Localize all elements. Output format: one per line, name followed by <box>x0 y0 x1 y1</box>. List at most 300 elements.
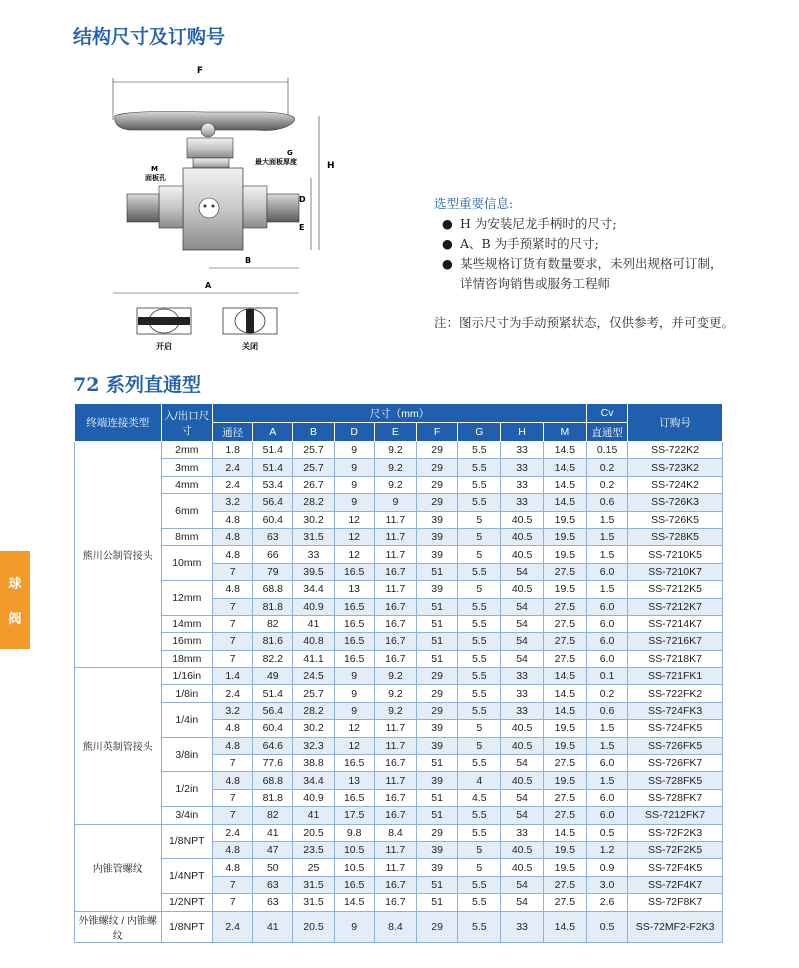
value-cell: 63 <box>253 894 293 911</box>
value-cell: 51.4 <box>253 459 293 476</box>
table-row <box>75 772 723 789</box>
value-cell: 41 <box>293 615 334 632</box>
header-A: A <box>253 423 293 442</box>
value-cell: 25 <box>293 859 334 876</box>
header-E: E <box>374 423 416 442</box>
value-cell: 9 <box>334 494 374 511</box>
value-cell: 51.4 <box>253 442 293 459</box>
value-cell: 5 <box>458 859 501 876</box>
value-cell: 7 <box>213 650 253 667</box>
value-cell: 19.5 <box>543 581 586 598</box>
value-cell: 5.5 <box>458 633 501 650</box>
info-bullet: ● H 为安装尼龙手柄时的尺寸; <box>442 216 617 231</box>
order-number-cell: SS-72F2K3 <box>628 824 723 841</box>
value-cell: 40.5 <box>501 546 543 563</box>
value-cell: 23.5 <box>293 841 334 858</box>
selection-info <box>434 194 734 294</box>
value-cell: 5.5 <box>458 807 501 824</box>
value-cell: 60.4 <box>253 720 293 737</box>
value-cell: 3.2 <box>213 494 253 511</box>
value-cell: 10.5 <box>334 841 374 858</box>
value-cell: 27.5 <box>543 598 586 615</box>
value-cell: 4.8 <box>213 772 253 789</box>
value-cell: 51 <box>416 789 457 806</box>
value-cell: 82 <box>253 807 293 824</box>
value-cell: 8.4 <box>374 824 416 841</box>
value-cell: 5 <box>458 528 501 545</box>
value-cell: 40.5 <box>501 841 543 858</box>
size-cell: 12mm <box>161 581 213 616</box>
size-cell: 2mm <box>161 442 213 459</box>
value-cell: 66 <box>253 546 293 563</box>
order-number-cell: SS-7210K7 <box>628 563 723 580</box>
value-cell: 5.5 <box>458 894 501 911</box>
value-cell: 9 <box>334 911 374 942</box>
value-cell: 39 <box>416 581 457 598</box>
label-panel-hole: 面板孔 <box>145 174 166 182</box>
value-cell: 54 <box>501 807 543 824</box>
table-row <box>75 546 723 563</box>
value-cell: 3.0 <box>586 876 627 893</box>
value-cell: 14.5 <box>543 459 586 476</box>
value-cell: 16.5 <box>334 876 374 893</box>
value-cell: 0.9 <box>586 859 627 876</box>
value-cell: 4.8 <box>213 859 253 876</box>
value-cell: 7 <box>213 807 253 824</box>
table-row <box>75 685 723 702</box>
value-cell: 16.7 <box>374 615 416 632</box>
order-number-cell: SS-726FK7 <box>628 755 723 772</box>
value-cell: 25.7 <box>293 442 334 459</box>
value-cell: 82 <box>253 615 293 632</box>
value-cell: 0.2 <box>586 476 627 493</box>
value-cell: 1.5 <box>586 720 627 737</box>
value-cell: 51 <box>416 894 457 911</box>
value-cell: 5.5 <box>458 563 501 580</box>
value-cell: 12 <box>334 737 374 754</box>
order-number-cell: SS-7214K7 <box>628 615 723 632</box>
value-cell: 27.5 <box>543 894 586 911</box>
value-cell: 19.5 <box>543 528 586 545</box>
table-row <box>75 911 723 942</box>
size-cell: 18mm <box>161 650 213 667</box>
value-cell: 7 <box>213 615 253 632</box>
size-cell: 6mm <box>161 494 213 529</box>
value-cell: 19.5 <box>543 772 586 789</box>
order-number-cell: SS-72F4K7 <box>628 876 723 893</box>
value-cell: 81.8 <box>253 789 293 806</box>
value-cell: 56.4 <box>253 702 293 719</box>
value-cell: 14.5 <box>543 911 586 942</box>
value-cell: 6.0 <box>586 789 627 806</box>
value-cell: 9.2 <box>374 668 416 685</box>
size-cell: 1/8NPT <box>161 824 213 859</box>
value-cell: 7 <box>213 894 253 911</box>
value-cell: 6.0 <box>586 807 627 824</box>
value-cell: 5 <box>458 581 501 598</box>
value-cell: 51 <box>416 650 457 667</box>
value-cell: 33 <box>501 685 543 702</box>
value-cell: 4.8 <box>213 546 253 563</box>
order-number-cell: SS-7212FK7 <box>628 807 723 824</box>
value-cell: 13 <box>334 772 374 789</box>
order-number-cell: SS-7210K5 <box>628 546 723 563</box>
value-cell: 39 <box>416 841 457 858</box>
value-cell: 29 <box>416 685 457 702</box>
value-cell: 6.0 <box>586 650 627 667</box>
value-cell: 68.8 <box>253 581 293 598</box>
order-number-cell: SS-728K5 <box>628 528 723 545</box>
value-cell: 2.4 <box>213 685 253 702</box>
value-cell: 39 <box>416 859 457 876</box>
value-cell: 51 <box>416 876 457 893</box>
label-max-panel: 最大面板厚度 <box>255 158 297 166</box>
order-number-cell: SS-726K3 <box>628 494 723 511</box>
table-row <box>75 859 723 876</box>
value-cell: 14.5 <box>334 894 374 911</box>
label-A: A <box>205 281 212 290</box>
order-number-cell: SS-72MF2-F2K3 <box>628 911 723 942</box>
value-cell: 1.5 <box>586 511 627 528</box>
value-cell: 16.5 <box>334 615 374 632</box>
value-cell: 5.5 <box>458 911 501 942</box>
value-cell: 9 <box>334 685 374 702</box>
value-cell: 24.5 <box>293 668 334 685</box>
order-number-cell: SS-728FK7 <box>628 789 723 806</box>
value-cell: 33 <box>501 476 543 493</box>
value-cell: 29 <box>416 459 457 476</box>
value-cell: 0.2 <box>586 685 627 702</box>
value-cell: 54 <box>501 650 543 667</box>
size-cell: 1/4in <box>161 702 213 737</box>
table-row <box>75 702 723 719</box>
value-cell: 27.5 <box>543 615 586 632</box>
value-cell: 4.8 <box>213 841 253 858</box>
value-cell: 0.2 <box>586 459 627 476</box>
value-cell: 33 <box>501 668 543 685</box>
value-cell: 9.2 <box>374 442 416 459</box>
table-row <box>75 650 723 667</box>
value-cell: 77.6 <box>253 755 293 772</box>
value-cell: 39 <box>416 772 457 789</box>
value-cell: 5 <box>458 841 501 858</box>
value-cell: 29 <box>416 494 457 511</box>
value-cell: 1.5 <box>586 737 627 754</box>
order-number-cell: SS-7216K7 <box>628 633 723 650</box>
value-cell: 9 <box>374 494 416 511</box>
value-cell: 0.1 <box>586 668 627 685</box>
value-cell: 16.7 <box>374 755 416 772</box>
value-cell: 81.6 <box>253 633 293 650</box>
value-cell: 33 <box>293 546 334 563</box>
value-cell: 11.7 <box>374 581 416 598</box>
value-cell: 51.4 <box>253 685 293 702</box>
value-cell: 0.15 <box>586 442 627 459</box>
value-cell: 9 <box>334 476 374 493</box>
value-cell: 5.5 <box>458 668 501 685</box>
value-cell: 5 <box>458 511 501 528</box>
conn-type-cell: 熊川英制管接头 <box>75 668 162 825</box>
value-cell: 31.5 <box>293 876 334 893</box>
table-row <box>75 581 723 598</box>
order-number-cell: SS-722FK2 <box>628 685 723 702</box>
value-cell: 38.8 <box>293 755 334 772</box>
value-cell: 9 <box>334 702 374 719</box>
value-cell: 33 <box>501 702 543 719</box>
value-cell: 19.5 <box>543 546 586 563</box>
value-cell: 40.9 <box>293 598 334 615</box>
size-cell: 1/16in <box>161 668 213 685</box>
label-open: 开启 <box>156 342 172 351</box>
size-cell: 14mm <box>161 615 213 632</box>
value-cell: 14.5 <box>543 685 586 702</box>
value-cell: 51 <box>416 633 457 650</box>
table-row <box>75 737 723 754</box>
header-conn-type: 终端连接类型 <box>75 404 162 442</box>
conn-type-cell: 外锥螺纹 / 内锥螺纹 <box>75 911 162 942</box>
header-H: H <box>501 423 543 442</box>
value-cell: 54 <box>501 598 543 615</box>
value-cell: 30.2 <box>293 511 334 528</box>
value-cell: 2.4 <box>213 459 253 476</box>
value-cell: 16.5 <box>334 633 374 650</box>
value-cell: 41 <box>293 807 334 824</box>
value-cell: 16.7 <box>374 650 416 667</box>
header-straight: 直通型 <box>586 423 627 442</box>
valve-open-icon <box>137 308 191 334</box>
value-cell: 5 <box>458 737 501 754</box>
size-cell: 3/8in <box>161 737 213 772</box>
value-cell: 6.0 <box>586 615 627 632</box>
value-cell: 10.5 <box>334 859 374 876</box>
header-M: M <box>543 423 586 442</box>
value-cell: 9.2 <box>374 685 416 702</box>
value-cell: 5.5 <box>458 685 501 702</box>
value-cell: 27.5 <box>543 789 586 806</box>
section-title-series: 72 系列直通型 <box>73 374 202 396</box>
order-number-cell: SS-7218K7 <box>628 650 723 667</box>
value-cell: 12 <box>334 511 374 528</box>
value-cell: 19.5 <box>543 720 586 737</box>
value-cell: 40.5 <box>501 737 543 754</box>
value-cell: 5.5 <box>458 824 501 841</box>
value-cell: 54 <box>501 789 543 806</box>
value-cell: 16.7 <box>374 563 416 580</box>
value-cell: 16.7 <box>374 789 416 806</box>
order-number-cell: SS-724FK5 <box>628 720 723 737</box>
table-row <box>75 824 723 841</box>
value-cell: 11.7 <box>374 546 416 563</box>
order-number-cell: SS-7212K7 <box>628 598 723 615</box>
value-cell: 9 <box>334 668 374 685</box>
value-cell: 1.8 <box>213 442 253 459</box>
value-cell: 39 <box>416 546 457 563</box>
value-cell: 16.7 <box>374 633 416 650</box>
value-cell: 29 <box>416 442 457 459</box>
table-row <box>75 459 723 476</box>
value-cell: 14.5 <box>543 702 586 719</box>
label-D: D <box>299 195 306 204</box>
table-row <box>75 633 723 650</box>
conn-type-cell: 熊川公制管接头 <box>75 442 162 668</box>
value-cell: 19.5 <box>543 859 586 876</box>
header-B: B <box>293 423 334 442</box>
value-cell: 3.2 <box>213 702 253 719</box>
value-cell: 14.5 <box>543 494 586 511</box>
value-cell: 5 <box>458 720 501 737</box>
value-cell: 4.8 <box>213 528 253 545</box>
value-cell: 20.5 <box>293 911 334 942</box>
value-cell: 29 <box>416 824 457 841</box>
value-cell: 53.4 <box>253 476 293 493</box>
size-cell: 1/8in <box>161 685 213 702</box>
value-cell: 2.6 <box>586 894 627 911</box>
table-row <box>75 615 723 632</box>
value-cell: 9 <box>334 442 374 459</box>
value-cell: 64.6 <box>253 737 293 754</box>
value-cell: 7 <box>213 876 253 893</box>
value-cell: 29 <box>416 668 457 685</box>
order-number-cell: SS-72F8K7 <box>628 894 723 911</box>
side-tab-ball-valve: 球 阀 <box>0 551 30 649</box>
order-number-cell: SS-724FK3 <box>628 702 723 719</box>
value-cell: 12 <box>334 546 374 563</box>
value-cell: 56.4 <box>253 494 293 511</box>
value-cell: 1.5 <box>586 546 627 563</box>
value-cell: 6.0 <box>586 598 627 615</box>
value-cell: 14.5 <box>543 824 586 841</box>
value-cell: 16.5 <box>334 650 374 667</box>
header-F: F <box>416 423 457 442</box>
value-cell: 7 <box>213 563 253 580</box>
value-cell: 1.4 <box>213 668 253 685</box>
value-cell: 0.5 <box>586 911 627 942</box>
value-cell: 2.4 <box>213 476 253 493</box>
order-number-cell: SS-721FK1 <box>628 668 723 685</box>
value-cell: 40.5 <box>501 720 543 737</box>
size-cell: 1/2NPT <box>161 894 213 911</box>
value-cell: 11.7 <box>374 841 416 858</box>
value-cell: 5.5 <box>458 650 501 667</box>
value-cell: 54 <box>501 894 543 911</box>
value-cell: 39 <box>416 737 457 754</box>
header-D: D <box>334 423 374 442</box>
value-cell: 6.0 <box>586 563 627 580</box>
value-cell: 51 <box>416 598 457 615</box>
value-cell: 11.7 <box>374 511 416 528</box>
header-cv: Cv <box>586 404 627 423</box>
value-cell: 32.3 <box>293 737 334 754</box>
value-cell: 6.0 <box>586 633 627 650</box>
size-cell: 3mm <box>161 459 213 476</box>
value-cell: 40.5 <box>501 581 543 598</box>
value-cell: 31.5 <box>293 894 334 911</box>
value-cell: 0.6 <box>586 702 627 719</box>
value-cell: 40.5 <box>501 772 543 789</box>
value-cell: 2.4 <box>213 911 253 942</box>
value-cell: 41.1 <box>293 650 334 667</box>
size-cell: 10mm <box>161 546 213 581</box>
value-cell: 34.4 <box>293 772 334 789</box>
value-cell: 9.2 <box>374 476 416 493</box>
value-cell: 14.5 <box>543 476 586 493</box>
value-cell: 11.7 <box>374 720 416 737</box>
value-cell: 54 <box>501 563 543 580</box>
value-cell: 27.5 <box>543 807 586 824</box>
value-cell: 5 <box>458 546 501 563</box>
value-cell: 5.5 <box>458 459 501 476</box>
value-cell: 4.8 <box>213 511 253 528</box>
table-row <box>75 494 723 511</box>
value-cell: 11.7 <box>374 737 416 754</box>
value-cell: 12 <box>334 528 374 545</box>
header-dims: 尺寸（mm） <box>213 404 587 423</box>
value-cell: 63 <box>253 876 293 893</box>
size-cell: 1/2in <box>161 772 213 807</box>
value-cell: 51 <box>416 615 457 632</box>
value-cell: 4 <box>458 772 501 789</box>
size-cell: 1/8NPT <box>161 911 213 942</box>
value-cell: 29 <box>416 476 457 493</box>
value-cell: 51 <box>416 563 457 580</box>
value-cell: 8.4 <box>374 911 416 942</box>
value-cell: 14.5 <box>543 442 586 459</box>
value-cell: 4.8 <box>213 720 253 737</box>
table-row <box>75 807 723 824</box>
value-cell: 33 <box>501 442 543 459</box>
value-cell: 41 <box>253 911 293 942</box>
order-number-cell: SS-72F4K5 <box>628 859 723 876</box>
value-cell: 9 <box>334 459 374 476</box>
label-B: B <box>245 256 252 265</box>
value-cell: 40.8 <box>293 633 334 650</box>
value-cell: 1.2 <box>586 841 627 858</box>
value-cell: 39 <box>416 511 457 528</box>
value-cell: 9.8 <box>334 824 374 841</box>
info-bullet: ● 某些规格订货有数量要求，未列出规格可订制，详情咨询销售或服务工程师 <box>442 256 723 291</box>
value-cell: 25.7 <box>293 685 334 702</box>
table-row <box>75 442 723 459</box>
label-H: H <box>327 161 335 171</box>
order-number-cell: SS-724K2 <box>628 476 723 493</box>
table-row <box>75 528 723 545</box>
value-cell: 28.2 <box>293 494 334 511</box>
label-G: G <box>287 149 293 157</box>
value-cell: 16.5 <box>334 563 374 580</box>
value-cell: 5.5 <box>458 494 501 511</box>
value-cell: 54 <box>501 755 543 772</box>
value-cell: 20.5 <box>293 824 334 841</box>
value-cell: 0.6 <box>586 494 627 511</box>
value-cell: 7 <box>213 755 253 772</box>
value-cell: 5.5 <box>458 876 501 893</box>
value-cell: 4.5 <box>458 789 501 806</box>
value-cell: 5.5 <box>458 442 501 459</box>
value-cell: 49 <box>253 668 293 685</box>
value-cell: 9.2 <box>374 702 416 719</box>
value-cell: 50 <box>253 859 293 876</box>
value-cell: 5.5 <box>458 598 501 615</box>
value-cell: 33 <box>501 824 543 841</box>
value-cell: 14.5 <box>543 668 586 685</box>
order-number-cell: SS-726K5 <box>628 511 723 528</box>
label-M: M <box>151 165 158 173</box>
info-heading: 选型重要信息: <box>434 196 514 211</box>
valve-closed-icon <box>223 308 277 334</box>
value-cell: 33 <box>501 494 543 511</box>
value-cell: 16.7 <box>374 807 416 824</box>
value-cell: 1.5 <box>586 581 627 598</box>
